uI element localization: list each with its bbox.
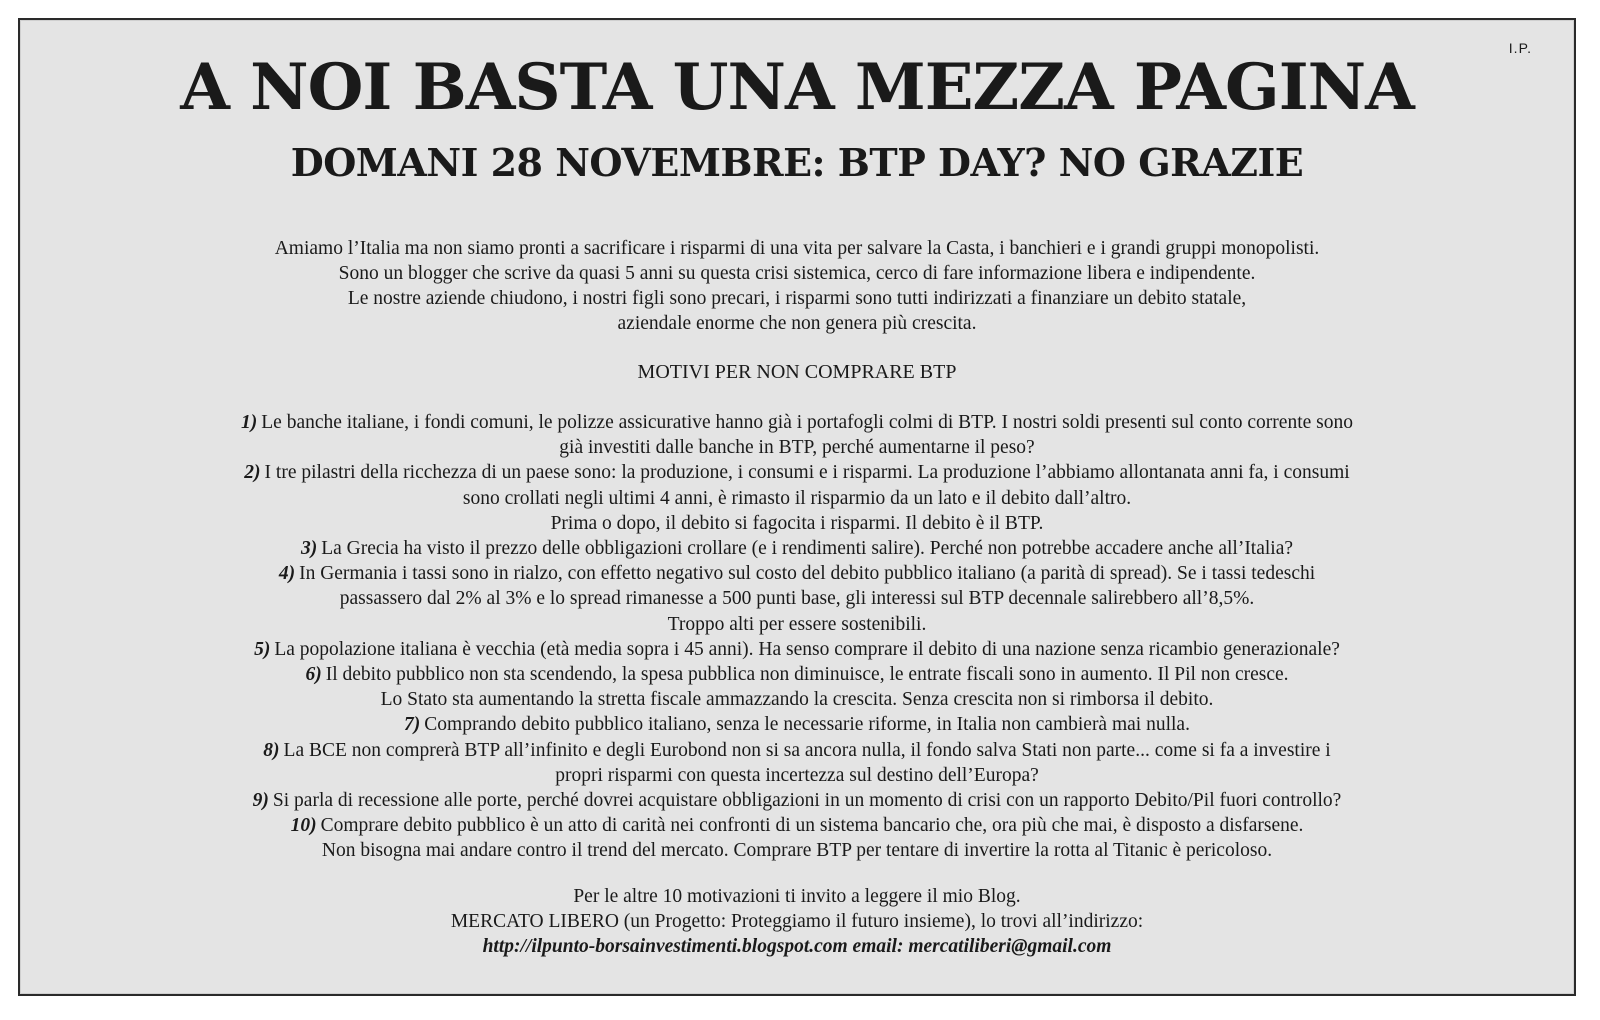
reason-text: già investiti dalle banche in BTP, perché aumentarne il peso? [559,437,1035,459]
reasons-title: MOTIVI PER NON COMPRARE BTP [637,361,957,383]
reason-text: Non bisogna mai andare contro il trend del mercato. Comprare BTP per tentare di invertire la rotta al Titanic è pericoloso. [321,840,1273,862]
reason-line [20,536,1574,561]
reason-text: La popolazione italiana è vecchia (età media sopra i 45 anni). Ha senso comprare il debito di una nazione senza ricambio generazionale? [274,638,1340,660]
reason-line [20,763,1574,788]
reason-line [20,738,1574,763]
reason-line [20,813,1574,838]
reason-text: Lo Stato sta aumentando la stretta fiscale ammazzando la crescita. Senza crescita non si rimborsa il debito. [380,689,1214,711]
reason-text: Comprare debito pubblico è un atto di carità nei confronti di un sistema bancario che, ora più che mai, è disposto a disfarsene. [320,815,1304,837]
intro-line: Sono un blogger che scrive da quasi 5 anni su questa crisi sistemica, cerco di fare informazione libera e indipendente. [338,263,1256,284]
reason-text: La Grecia ha visto il prezzo delle obbligazioni crollare (e i rendimenti salire). Perché non potrebbe accadere anche all’Italia? [321,538,1294,560]
reason-text: sono crollati negli ultimi 4 anni, è rimasto il risparmio da un lato e il debito dall’altro. [462,487,1132,509]
reason-number: 5) [254,638,271,660]
reason-text: In Germania i tassi sono in rialzo, con effetto negativo sul costo del debito pubblico italiano (a parità di spread). Se i tassi tedeschi [299,563,1316,585]
reason-number: 10) [290,815,317,837]
reason-number: 1) [241,412,258,433]
reason-number: 4) [278,563,296,585]
reason-number: 6) [305,664,322,686]
reason-number: 3) [300,538,318,560]
reason-line [20,687,1574,712]
reason-line [20,712,1574,737]
reason-number: 8) [263,739,280,761]
reason-line [20,586,1574,611]
reason-text: passassero dal 2% al 3% e lo spread rimanesse a 500 punti base, gli interessi sul BTP decennale salirebbero all’8,5%. [339,588,1255,610]
reason-line [20,612,1574,637]
advertisement-frame [18,18,1576,996]
intro-line: Amiamo l’Italia ma non siamo pronti a sacrificare i risparmi di una vita per salvare la Casta, i banchieri e i grandi gruppi monopolisti. [274,238,1320,259]
subheadline: DOMANI 28 NOVEMBRE: BTP DAY? NO GRAZIE [290,140,1304,185]
reason-number: 2) [244,462,261,484]
blog-and-email-links[interactable]: http://ilpunto-borsainvestimenti.blogspot.com email: mercatiliberi@gmail.com [482,936,1112,957]
reason-line [20,410,1574,435]
reason-number: 9) [252,790,269,812]
reason-line [20,486,1574,511]
ip-badge: I.P. [1508,40,1532,56]
reason-line [20,460,1574,485]
reason-text: I tre pilastri della ricchezza di un paese sono: la produzione, i consumi e i risparmi. La produzione l’abbiamo allontanata anni fa, i consumi [264,462,1350,484]
reason-line [20,788,1574,813]
reason-text: Troppo alti per essere sostenibili. [667,613,927,635]
reasons-list [20,410,1574,864]
reason-text: Si parla di recessione alle porte, perché dovrei acquistare obbligazioni in un momento di crisi con un rapporto Debito/Pil fuori controllo? [272,790,1342,812]
reason-text: propri risparmi con questa incertezza sul destino dell’Europa? [555,764,1039,786]
headline: A NOI BASTA UNA MEZZA PAGINA [180,50,1414,125]
intro-line: aziendale enorme che non genera più crescita. [617,313,977,334]
intro-paragraph [20,236,1574,336]
reason-text: Comprando debito pubblico italiano, senza le necessarie riforme, in Italia non cambierà mai nulla. [424,714,1190,736]
reason-line [20,435,1574,460]
reason-number: 7) [404,714,421,736]
reason-text: La BCE non comprerà BTP all’infinito e degli Eurobond non si sa ancora nulla, il fondo salva Stati non parte... come si fa a investire i [283,739,1331,761]
reason-text: Il debito pubblico non sta scendendo, la spesa pubblica non diminuisce, le entrate fiscali sono in aumento. Il Pil non cresce. [325,664,1289,686]
reason-text: Le banche italiane, i fondi comuni, le polizze assicurative hanno già i portafogli colmi di BTP. I nostri soldi presenti sul conto corrente sono [261,412,1353,433]
reason-line [20,637,1574,662]
reason-line [20,838,1574,863]
footer-line: MERCATO LIBERO (un Progetto: Proteggiamo il futuro insieme), lo trovi all’indirizzo: [450,911,1144,932]
reason-line [20,511,1574,536]
reason-text: Prima o dopo, il debito si fagocita i risparmi. Il debito è il BTP. [550,512,1044,534]
intro-line: Le nostre aziende chiudono, i nostri figli sono precari, i risparmi sono tutti indirizzati a finanziare un debito statale, [347,288,1247,309]
footer-line: Per le altre 10 motivazioni ti invito a leggere il mio Blog. [573,886,1021,907]
reason-line [20,662,1574,687]
footer [20,884,1574,959]
reason-line [20,561,1574,586]
